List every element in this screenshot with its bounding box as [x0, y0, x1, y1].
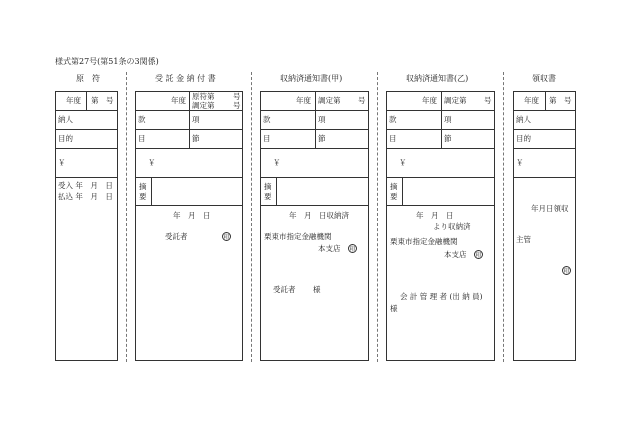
- receipt-gou: 第 号: [549, 96, 572, 105]
- receipt-title: 領収書: [532, 74, 556, 83]
- consign-seal-icon: 印: [223, 234, 230, 241]
- ko-jutaku: 受託者: [273, 285, 296, 294]
- original-title: 原 符: [76, 74, 100, 83]
- otsu-tekiyou-2: 要: [390, 192, 398, 201]
- ko-setsu: 節: [318, 134, 326, 143]
- consign-genfu: 原符第: [192, 92, 215, 101]
- otsu-kaikei: 会 計 管 理 者 (出 納 員): [400, 292, 483, 301]
- ko-yen: ￥: [273, 158, 281, 167]
- otsu-bank: 栗東市指定金融機関: [390, 237, 458, 246]
- consign-yen: ￥: [148, 158, 156, 167]
- receipt-yen: ￥: [516, 158, 524, 167]
- separator-1: [126, 72, 127, 362]
- receipt-date: 年月日領収: [531, 204, 569, 213]
- consign-moku: 目: [138, 134, 146, 143]
- ko-seal-icon: 印: [349, 246, 356, 253]
- original-ukeire: 受入 年 月 日: [58, 181, 113, 190]
- otsu-yori: より収納済: [433, 222, 471, 231]
- otsu-date: 年 月 日: [416, 211, 454, 220]
- ko-title: 収納済通知書(甲): [280, 74, 343, 83]
- original-gou: 第 号: [91, 96, 114, 105]
- original-mokuteki: 目的: [58, 134, 73, 143]
- receipt-box: [513, 91, 576, 361]
- otsu-setsu: 節: [444, 134, 452, 143]
- ko-bank: 栗東市指定金融機関: [264, 232, 332, 241]
- otsu-nendo: 年度: [422, 96, 437, 105]
- ko-kou: 項: [318, 115, 326, 124]
- consign-chotei: 調定第: [192, 101, 215, 110]
- ko-chotei: 調定第: [318, 96, 341, 105]
- consign-tekiyou-2: 要: [139, 192, 147, 201]
- ko-moku: 目: [263, 134, 271, 143]
- ko-gou: 号: [358, 96, 366, 105]
- otsu-moku: 目: [389, 134, 397, 143]
- original-haraikomi: 払込 年 月 日: [58, 192, 113, 201]
- separator-3: [377, 72, 378, 362]
- receipt-seal-icon: 印: [563, 268, 570, 275]
- otsu-chotei: 調定第: [444, 96, 467, 105]
- ko-tekiyou-1: 摘: [264, 182, 272, 191]
- ko-tekiyou-2: 要: [264, 192, 272, 201]
- consign-tekiyou-1: 摘: [139, 182, 147, 191]
- consign-date: 年 月 日: [173, 211, 211, 220]
- consign-setsu: 節: [192, 134, 200, 143]
- ko-date: 年 月 日収納済: [289, 211, 349, 220]
- form-title: 様式第27号(第51条の3関係): [55, 57, 159, 66]
- original-nounyuu: 納人: [58, 115, 73, 124]
- otsu-title: 収納済通知書(乙): [406, 74, 469, 83]
- ko-branch: 本支店: [318, 244, 341, 253]
- consign-kou: 項: [192, 115, 200, 124]
- receipt-shukan: 主管: [516, 235, 531, 244]
- ko-sama: 様: [313, 285, 321, 294]
- consign-jutaku: 受託者: [165, 232, 188, 241]
- original-box: [55, 91, 118, 361]
- consign-title: 受 託 金 納 付 書: [155, 74, 216, 83]
- ko-kan: 款: [263, 115, 271, 124]
- original-nendo: 年度: [66, 96, 81, 105]
- otsu-gou: 号: [484, 96, 492, 105]
- separator-2: [251, 72, 252, 362]
- original-yen: ￥: [58, 158, 66, 167]
- receipt-nendo: 年度: [524, 96, 539, 105]
- consign-kan: 款: [138, 115, 146, 124]
- ko-nendo: 年度: [296, 96, 311, 105]
- otsu-tekiyou-1: 摘: [390, 182, 398, 191]
- otsu-kan: 款: [389, 115, 397, 124]
- receipt-nounyuu: 納人: [516, 115, 531, 124]
- otsu-yen: ￥: [399, 158, 407, 167]
- consign-nendo: 年度: [171, 96, 186, 105]
- otsu-branch: 本支店: [444, 250, 467, 259]
- consign-gou2: 号: [233, 101, 241, 110]
- consign-gou1: 号: [233, 92, 241, 101]
- otsu-seal-icon: 印: [475, 252, 482, 259]
- otsu-sama: 様: [390, 304, 398, 313]
- otsu-kou: 項: [444, 115, 452, 124]
- separator-4: [503, 72, 504, 362]
- receipt-mokuteki: 目的: [516, 134, 531, 143]
